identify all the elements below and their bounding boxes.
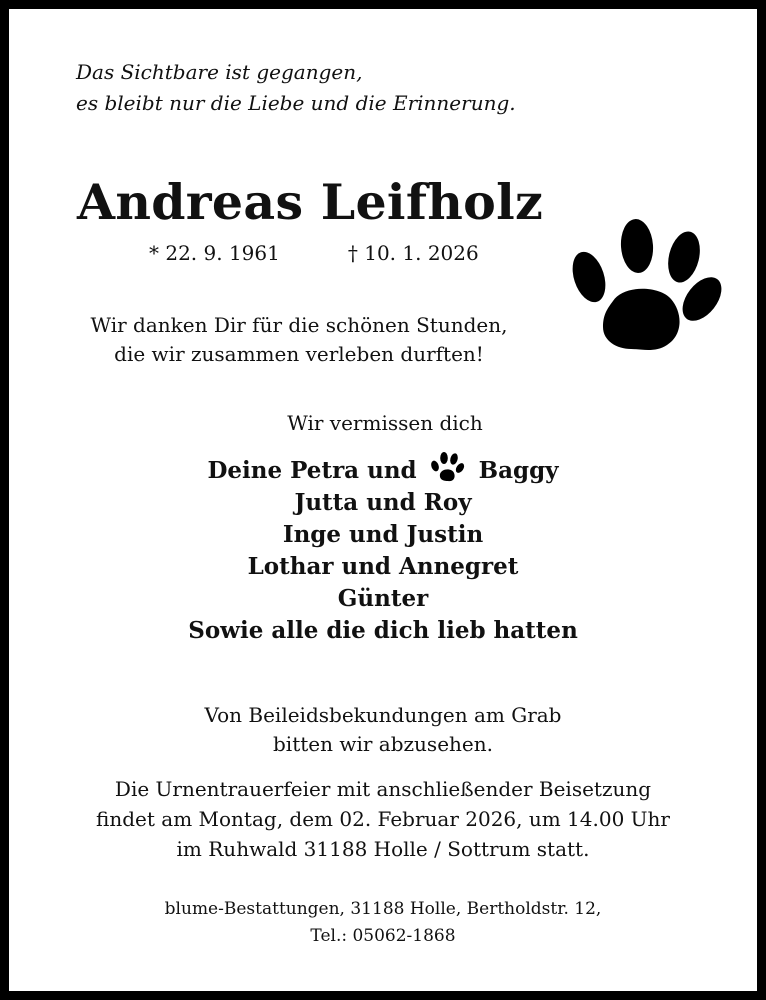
ceremony-line-1: Die Urnentrauerfeier mit anschließender Beisetzung [114, 777, 652, 801]
condolence-note [9, 701, 757, 759]
birth-date: * 22. 9. 1961 [149, 241, 280, 265]
condolence-line-2: bitten wir abzusehen. [273, 732, 493, 756]
family-line-4: Lothar und Annegret [247, 553, 519, 580]
family-line-6: Sowie alle die dich lieb hatten [188, 617, 578, 644]
ceremony-info [9, 774, 757, 864]
thanks-line-2: die wir zusammen verleben durften! [114, 342, 484, 366]
family-line-3: Inge und Justin [282, 521, 484, 548]
thanks-line-1: Wir danken Dir für die schönen Stunden, [90, 313, 508, 337]
death-date: † 10. 1. 2026 [347, 241, 479, 265]
motto-line-1: Das Sichtbare ist gegangen, [76, 60, 363, 84]
undertaker-line-1: blume-Bestattungen, 31188 Holle, Bertholdstr. 12, [164, 899, 602, 919]
deceased-name: Andreas Leifholz [77, 173, 544, 231]
life-dates [149, 241, 479, 265]
motto-line-2: es bleibt nur die Liebe und die Erinnerung. [76, 91, 516, 115]
family-petra: Deine Petra und [207, 457, 417, 484]
obituary-notice [9, 9, 757, 991]
family-line-2: Jutta und Roy [294, 489, 472, 516]
paw-print-small-icon [429, 449, 467, 483]
undertaker-info [9, 896, 757, 950]
family-list [9, 449, 757, 647]
undertaker-line-2: Tel.: 05062-1868 [310, 926, 456, 946]
paw-print-icon [571, 209, 731, 351]
condolence-line-1: Von Beileidsbekundungen am Grab [204, 703, 562, 727]
family-line-5: Günter [337, 585, 429, 612]
family-line-1 [9, 449, 757, 487]
thanks-text [49, 311, 549, 369]
ceremony-line-2: findet am Montag, dem 02. Februar 2026, um 14.00 Uhr [96, 807, 670, 831]
miss-heading [9, 411, 757, 435]
miss-text: Wir vermissen dich [287, 411, 483, 435]
motto [76, 57, 516, 119]
ceremony-line-3: im Ruhwald 31188 Holle / Sottrum statt. [176, 837, 590, 861]
family-baggy: Baggy [478, 457, 559, 484]
